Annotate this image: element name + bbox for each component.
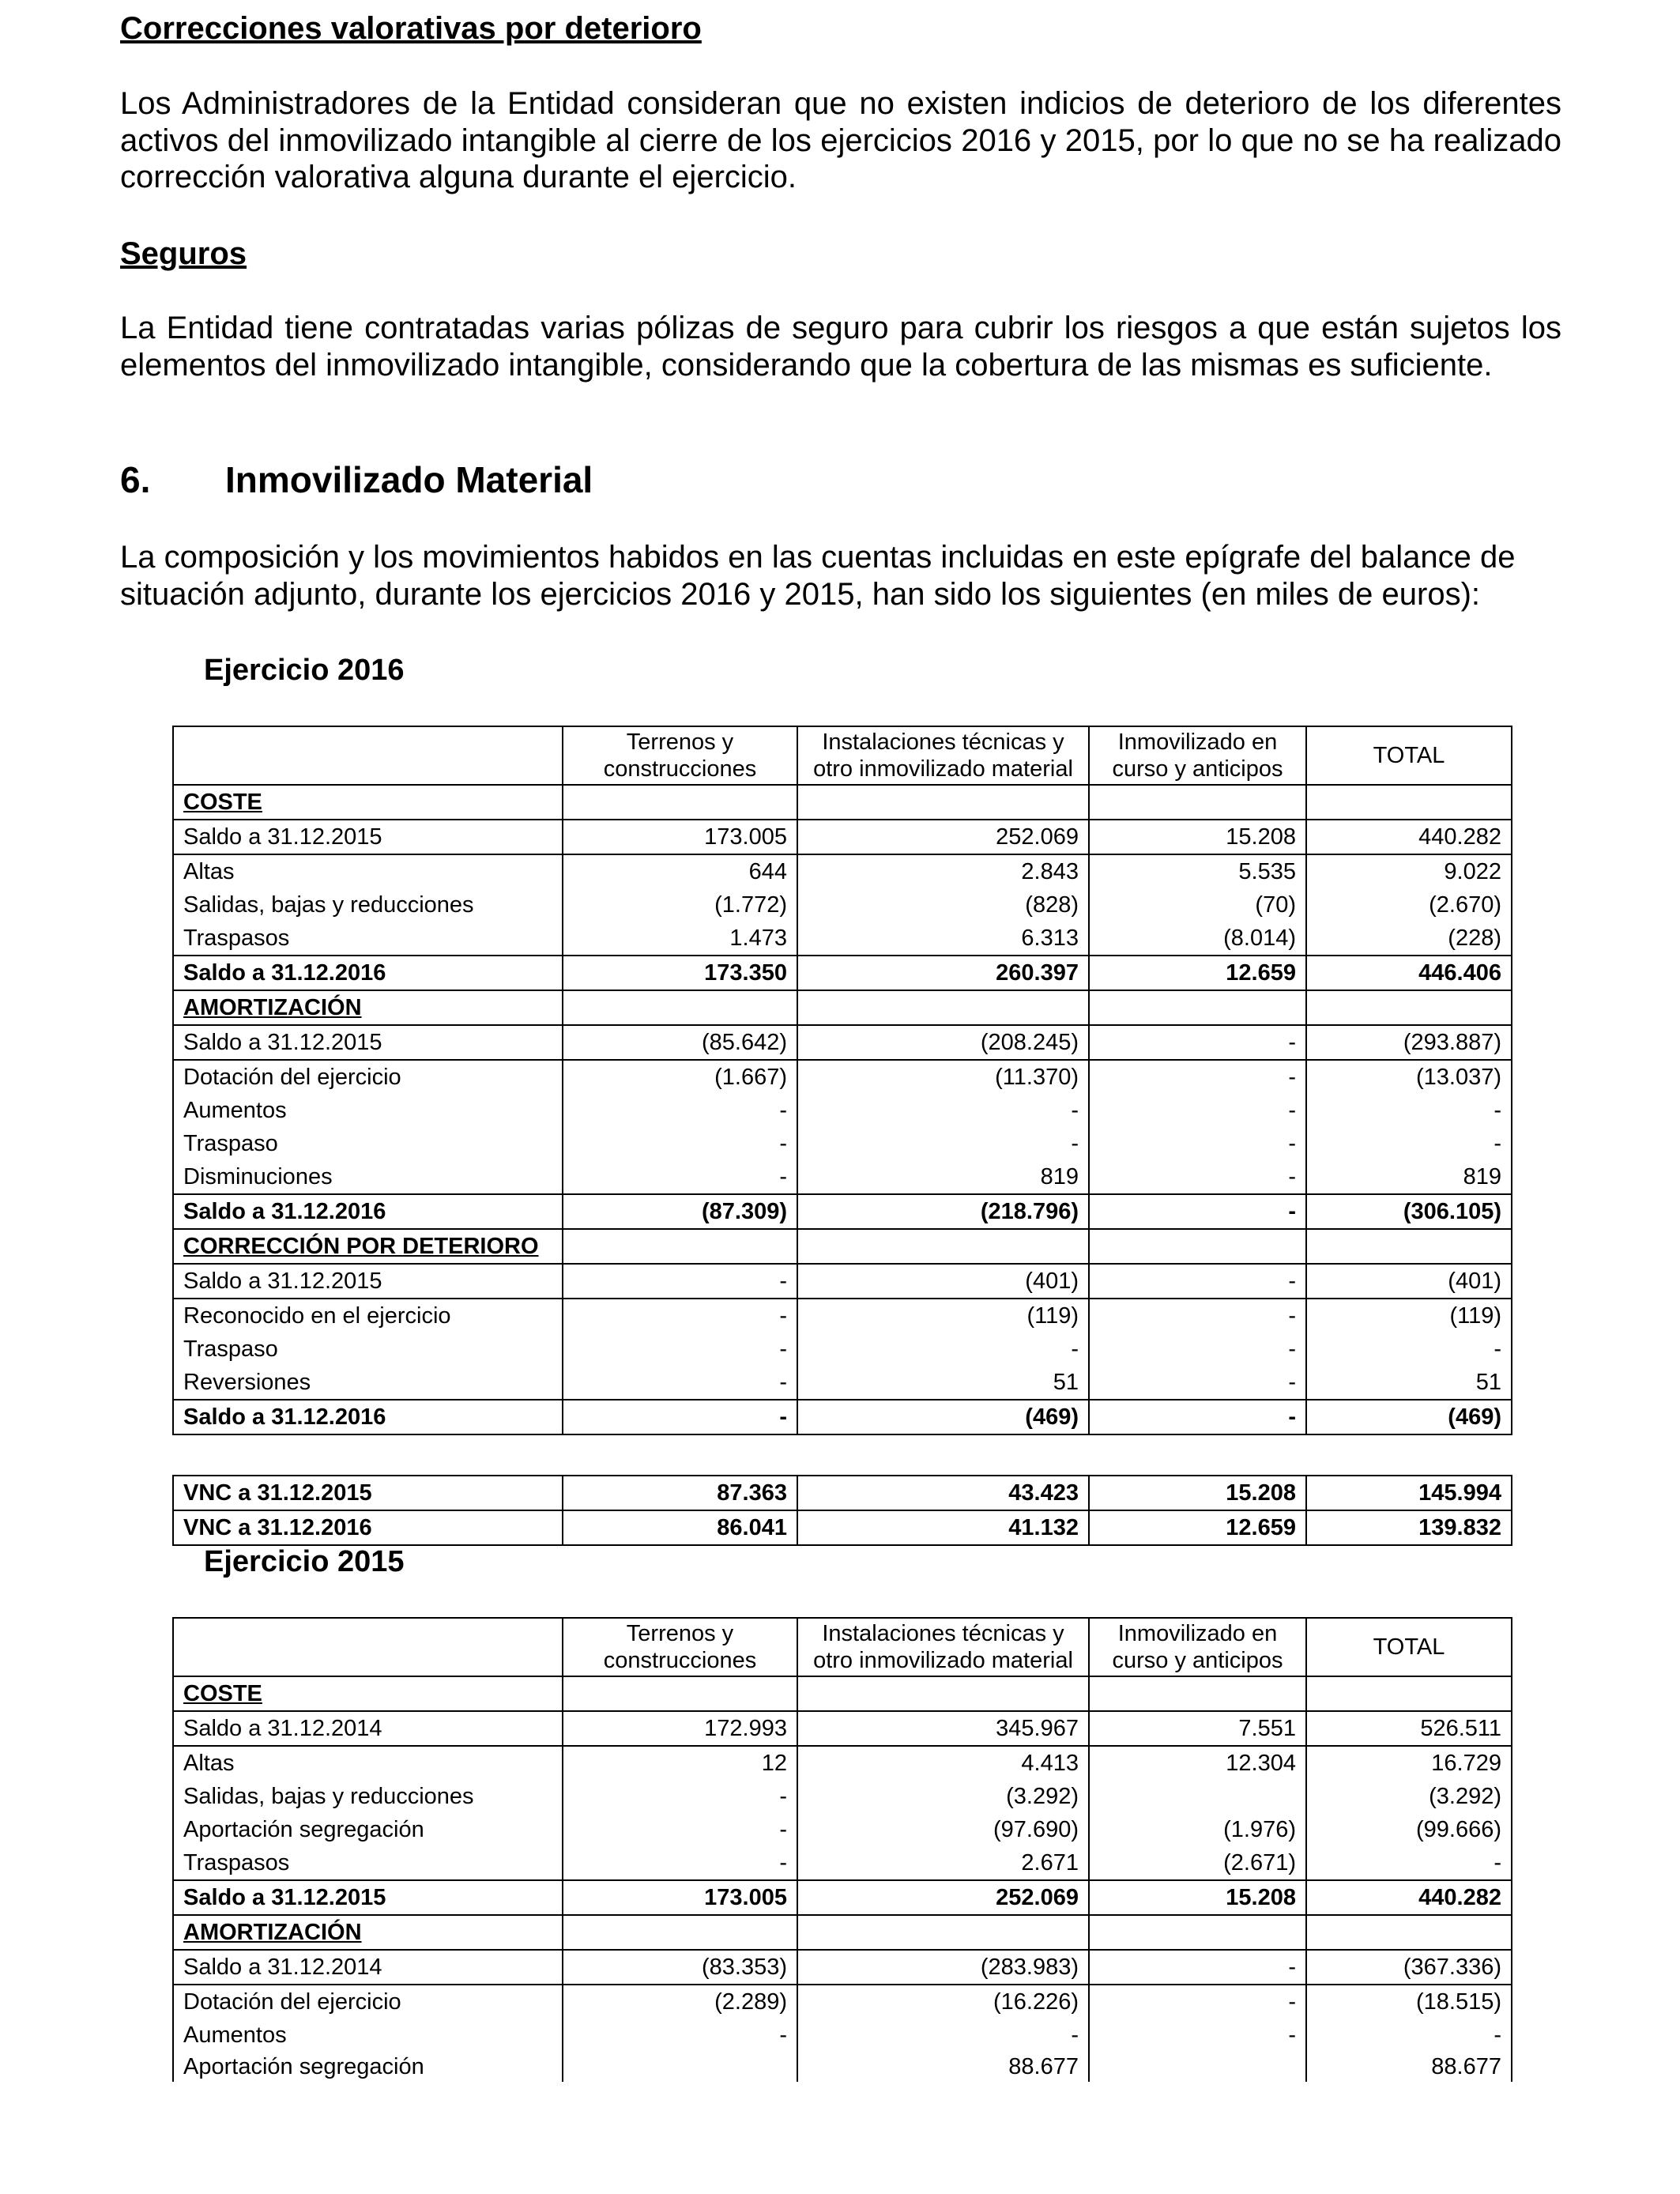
cell-terrenos: 644 [563,854,797,888]
cell-terrenos: - [563,1780,797,1813]
heading-seguros: Seguros [120,236,247,271]
cell-inmovilizado-curso: 5.535 [1089,854,1306,888]
header-inmovilizado-curso: Inmovilizado en curso y anticipos [1089,726,1306,785]
table-row [173,1299,1512,1333]
section-row-coste [173,785,1512,820]
table-ejercicio-2015 [172,1617,1512,2082]
cell-terrenos: - [563,1160,797,1194]
cell-instalaciones: - [797,1127,1089,1160]
cell-total: (13.037) [1306,1060,1512,1094]
cell-total: (3.292) [1306,1780,1512,1813]
cell-instalaciones: - [797,2019,1089,2052]
row-label: Saldo a 31.12.2014 [173,1950,563,1985]
cell-inmovilizado-curso: 12.659 [1089,956,1306,990]
cell-total: - [1306,2019,1512,2052]
header-total: TOTAL [1306,726,1512,785]
cell-instalaciones: 252.069 [797,1880,1089,1915]
cell-total: 819 [1306,1160,1512,1194]
total-row [173,1400,1512,1434]
cell-terrenos: (85.642) [563,1025,797,1060]
cell-inmovilizado-curso: 7.551 [1089,1711,1306,1746]
header-blank [173,726,563,785]
cell-terrenos: 173.005 [563,1880,797,1915]
cell-inmovilizado-curso: 15.208 [1089,1476,1306,1510]
section-label-deterioro: CORRECCIÓN POR DETERIORO [183,1234,539,1259]
row-label: Aumentos [173,1094,563,1127]
cell-total: (401) [1306,1264,1512,1299]
row-label: Altas [173,1746,563,1780]
header-terrenos: Terrenos y construcciones [563,726,797,785]
cell-total: 9.022 [1306,854,1512,888]
table-header-row [173,726,1512,785]
table-row [173,1333,1512,1366]
cell-terrenos: 1.473 [563,922,797,956]
paragraph-composicion: La composición y los movimientos habidos en las cuentas incluidas en este epígrafe del balance de situación adjunto, durante los ejercicios 2016 y 2015, han sido los siguientes (en miles de euros): [120,540,1516,612]
row-label: Traspaso [173,1333,563,1366]
row-label: Aportación segregación [173,1813,563,1846]
section-row-coste [173,1676,1512,1711]
cell-instalaciones: (3.292) [797,1780,1089,1813]
cell-terrenos: 86.041 [563,1510,797,1545]
row-label: Aumentos [173,2019,563,2052]
table-row [173,1160,1512,1194]
total-row [173,1194,1512,1229]
cell-total: 440.282 [1306,1880,1512,1915]
cell-inmovilizado-curso: - [1089,1985,1306,2019]
row-label: Salidas, bajas y reducciones [173,888,563,922]
header-inmovilizado-curso: Inmovilizado en curso y anticipos [1089,1618,1306,1676]
cell-total: 16.729 [1306,1746,1512,1780]
table-row [173,1746,1512,1780]
row-label: Reversiones [173,1366,563,1400]
cell-total: (306.105) [1306,1194,1512,1229]
table-row [173,1985,1512,2019]
section-heading [120,460,593,499]
row-label: VNC a 31.12.2016 [173,1510,563,1545]
cell-inmovilizado-curso: - [1089,1160,1306,1194]
header-blank [173,1618,563,1676]
cell-terrenos: 173.005 [563,820,797,854]
cell-total: 51 [1306,1366,1512,1400]
cell-total: (293.887) [1306,1025,1512,1060]
cell-inmovilizado-curso: - [1089,1127,1306,1160]
section-label-coste: COSTE [183,790,262,815]
cell-total: 526.511 [1306,1711,1512,1746]
cell-inmovilizado-curso: - [1089,1060,1306,1094]
cell-inmovilizado-curso: - [1089,1950,1306,1985]
row-label: Dotación del ejercicio [173,1985,563,2019]
cell-total: 446.406 [1306,956,1512,990]
header-total: TOTAL [1306,1618,1512,1676]
total-row [173,956,1512,990]
row-label: Salidas, bajas y reducciones [173,1780,563,1813]
cell-instalaciones: 88.677 [797,2052,1089,2082]
cell-instalaciones: (283.983) [797,1950,1089,1985]
cell-instalaciones: 819 [797,1160,1089,1194]
header-instalaciones: Instalaciones técnicas y otro inmovilizado material [797,726,1089,785]
cell-instalaciones: - [797,1333,1089,1366]
row-label: Saldo a 31.12.2014 [173,1711,563,1746]
cell-instalaciones: 41.132 [797,1510,1089,1545]
cell-terrenos: - [563,1299,797,1333]
total-row [173,1880,1512,1915]
header-terrenos: Terrenos y construcciones [563,1618,797,1676]
cell-instalaciones: (218.796) [797,1194,1089,1229]
cell-instalaciones: 2.671 [797,1846,1089,1880]
cell-terrenos: - [563,1094,797,1127]
cell-terrenos: - [563,1264,797,1299]
cell-instalaciones: 252.069 [797,820,1089,854]
cell-inmovilizado-curso: - [1089,1025,1306,1060]
cell-terrenos: - [563,1127,797,1160]
cell-instalaciones: 51 [797,1366,1089,1400]
cell-total: (18.515) [1306,1985,1512,2019]
cell-instalaciones: (828) [797,888,1089,922]
vnc-row [173,1510,1512,1545]
cell-total: - [1306,1846,1512,1880]
cell-inmovilizado-curso: (8.014) [1089,922,1306,956]
cell-total: 139.832 [1306,1510,1512,1545]
table-row [173,2052,1512,2082]
vnc-row [173,1476,1512,1510]
cell-total: (228) [1306,922,1512,956]
cell-instalaciones: (16.226) [797,1985,1089,2019]
cell-inmovilizado-curso: 12.304 [1089,1746,1306,1780]
cell-instalaciones: 2.843 [797,854,1089,888]
cell-inmovilizado-curso: 15.208 [1089,1880,1306,1915]
table-row [173,2019,1512,2052]
row-label: Reconocido en el ejercicio [173,1299,563,1333]
cell-inmovilizado-curso: 12.659 [1089,1510,1306,1545]
cell-terrenos: 173.350 [563,956,797,990]
row-label: Traspaso [173,1127,563,1160]
cell-total: (367.336) [1306,1950,1512,1985]
table-row [173,1264,1512,1299]
row-label: VNC a 31.12.2015 [173,1476,563,1510]
table-row [173,854,1512,888]
cell-terrenos [563,2052,797,2082]
cell-instalaciones: - [797,1094,1089,1127]
cell-total: - [1306,1127,1512,1160]
cell-inmovilizado-curso: - [1089,1264,1306,1299]
table-row [173,1060,1512,1094]
section-title: Inmovilizado Material [225,459,593,500]
cell-terrenos: - [563,1366,797,1400]
cell-terrenos: (1.667) [563,1060,797,1094]
cell-terrenos: (1.772) [563,888,797,922]
header-instalaciones: Instalaciones técnicas y otro inmovilizado material [797,1618,1089,1676]
table-row [173,1813,1512,1846]
row-label: Saldo a 31.12.2015 [173,820,563,854]
section-label-amortizacion: AMORTIZACIÓN [183,1920,362,1945]
row-label: Traspasos [173,1846,563,1880]
table-row [173,820,1512,854]
cell-terrenos: (83.353) [563,1950,797,1985]
cell-instalaciones: 4.413 [797,1746,1089,1780]
table-row [173,922,1512,956]
cell-inmovilizado-curso: - [1089,1366,1306,1400]
table-row [173,888,1512,922]
row-label: Disminuciones [173,1160,563,1194]
section-row-deterioro [173,1229,1512,1264]
cell-instalaciones: 6.313 [797,922,1089,956]
cell-instalaciones: 43.423 [797,1476,1089,1510]
row-label: Aportación segregación [173,2052,563,2082]
cell-inmovilizado-curso [1089,1780,1306,1813]
cell-terrenos: 12 [563,1746,797,1780]
row-label: Dotación del ejercicio [173,1060,563,1094]
cell-instalaciones: 260.397 [797,956,1089,990]
cell-instalaciones: (208.245) [797,1025,1089,1060]
cell-inmovilizado-curso: - [1089,1094,1306,1127]
title-ejercicio-2015: Ejercicio 2015 [204,1545,405,1578]
cell-total: (2.670) [1306,888,1512,922]
table-spacer [173,1434,1512,1476]
title-ejercicio-2016: Ejercicio 2016 [204,654,405,687]
table-row [173,1950,1512,1985]
cell-total: (119) [1306,1299,1512,1333]
paragraph-correcciones: Los Administradores de la Entidad consideran que no existen indicios de deterioro de los diferentes activos del inmovilizado intangible al cierre de los ejercicios 2016 y 2015, por lo que no se ha realizado corrección valorativa alguna durante el ejercicio. [120,86,1561,194]
cell-total: 440.282 [1306,820,1512,854]
cell-instalaciones: (469) [797,1400,1089,1434]
cell-instalaciones: (401) [797,1264,1089,1299]
cell-total: (99.666) [1306,1813,1512,1846]
table-row [173,1711,1512,1746]
cell-inmovilizado-curso: - [1089,1299,1306,1333]
row-label: Saldo a 31.12.2015 [173,1264,563,1299]
section-label-coste: COSTE [183,1681,262,1706]
table-ejercicio-2016 [172,726,1512,1546]
cell-total: - [1306,1094,1512,1127]
table-row [173,1025,1512,1060]
cell-terrenos: - [563,1400,797,1434]
table-row [173,1366,1512,1400]
cell-inmovilizado-curso: - [1089,1194,1306,1229]
cell-inmovilizado-curso: (1.976) [1089,1813,1306,1846]
section-number: 6. [120,459,151,500]
row-label: Saldo a 31.12.2016 [173,1194,563,1229]
cell-terrenos: - [563,1333,797,1366]
table-header-row [173,1618,1512,1676]
cell-terrenos: (87.309) [563,1194,797,1229]
cell-inmovilizado-curso: - [1089,2019,1306,2052]
row-label: Traspasos [173,922,563,956]
cell-total: - [1306,1333,1512,1366]
section-row-amortizacion [173,990,1512,1025]
cell-terrenos: - [563,2019,797,2052]
cell-instalaciones: (97.690) [797,1813,1089,1846]
cell-terrenos: 172.993 [563,1711,797,1746]
row-label: Saldo a 31.12.2015 [173,1025,563,1060]
cell-total: 88.677 [1306,2052,1512,2082]
table-row [173,1094,1512,1127]
row-label: Saldo a 31.12.2015 [173,1880,563,1915]
table-row [173,1127,1512,1160]
cell-terrenos: (2.289) [563,1985,797,2019]
cell-inmovilizado-curso: - [1089,1400,1306,1434]
cell-inmovilizado-curso: 15.208 [1089,820,1306,854]
cell-instalaciones: (11.370) [797,1060,1089,1094]
heading-correcciones: Correcciones valorativas por deterioro [120,11,702,46]
cell-instalaciones: 345.967 [797,1711,1089,1746]
cell-terrenos: - [563,1846,797,1880]
cell-inmovilizado-curso: (70) [1089,888,1306,922]
cell-total: 145.994 [1306,1476,1512,1510]
cell-terrenos: - [563,1813,797,1846]
row-label: Saldo a 31.12.2016 [173,1400,563,1434]
table-row [173,1780,1512,1813]
row-label: Saldo a 31.12.2016 [173,956,563,990]
section-label-amortizacion: AMORTIZACIÓN [183,995,362,1020]
cell-instalaciones: (119) [797,1299,1089,1333]
cell-total: (469) [1306,1400,1512,1434]
cell-inmovilizado-curso: - [1089,1333,1306,1366]
section-row-amortizacion [173,1915,1512,1950]
cell-inmovilizado-curso [1089,2052,1306,2082]
cell-inmovilizado-curso: (2.671) [1089,1846,1306,1880]
row-label: Altas [173,854,563,888]
table-row [173,1846,1512,1880]
cell-terrenos: 87.363 [563,1476,797,1510]
paragraph-seguros: La Entidad tiene contratadas varias pólizas de seguro para cubrir los riesgos a que están sujetos los elementos del inmovilizado intangible, considerando que la cobertura de las mismas es suficiente. [120,311,1561,383]
